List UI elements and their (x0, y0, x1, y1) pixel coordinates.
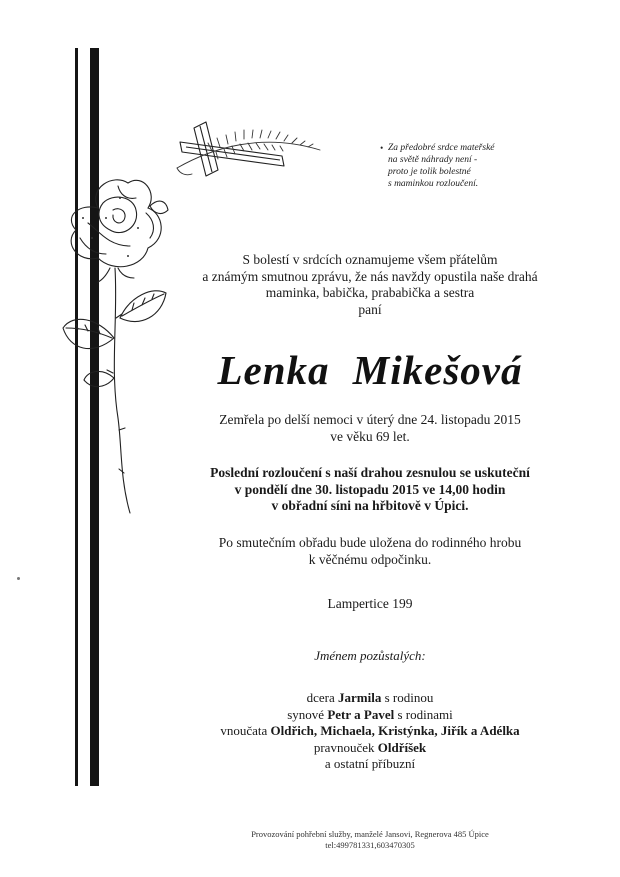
farewell-line: v obřadní síni na hřbitově v Úpici. (271, 498, 469, 513)
burial-line: Po smutečním obřadu bude uložena do rodinného hrobu (218, 535, 522, 550)
announcement (140, 252, 600, 318)
burial-info (140, 535, 600, 568)
quote-line: Za předobré srdce mateřské (388, 143, 495, 153)
death-info-line: Zemřela po delší nemoci v úterý dne 24. listopadu 2015 (219, 412, 521, 427)
family-line-daughter: dcera Jarmila s rodinou (306, 690, 434, 705)
family-line-relatives: a ostatní příbuzní (324, 756, 416, 771)
farewell-line: Poslední rozloučení s naší drahou zesnulou se uskuteční (210, 465, 530, 480)
farewell-info (140, 465, 600, 515)
death-info-line: ve věku 69 let. (330, 428, 410, 444)
family-address: Lampertice 199 (327, 596, 413, 611)
quote-line: na světě náhrady není - (388, 155, 478, 165)
quote-line: s maminkou rozloučení. (388, 179, 479, 189)
family-line-sons: synové Petr a Pavel s rodinami (287, 706, 453, 722)
funeral-service-footer (140, 829, 600, 851)
footer-line: tel:499781331,603470305 (325, 840, 415, 850)
announcement-line: S bolestí v srdcích oznamujeme všem přátelům (242, 252, 498, 267)
family-line-grandchildren: vnoučata Oldřich, Michaela, Kristýnka, Jiřík a Adélka (220, 723, 520, 738)
memorial-quote (380, 142, 508, 190)
burial-line: k věčnému odpočinku. (308, 551, 432, 567)
family-list (140, 690, 600, 773)
farewell-line: v pondělí dne 30. listopadu 2015 ve 14,00 hodin (234, 481, 506, 497)
death-info (140, 412, 600, 445)
deceased-name: Lenka Mikešová (217, 347, 523, 393)
footer-line: Provozování pohřební služby, manželé Jansovi, Regnerova 485 Úpice (251, 829, 489, 839)
announcement-line: maminka, babička, prababička a sestra (265, 285, 475, 300)
quote-line: proto je tolik bolestné (388, 167, 471, 177)
announcement-line: a známým smutnou zprávu, že nás navždy opustila naše drahá (202, 268, 538, 284)
on-behalf-heading: Jménem pozůstalých: (314, 648, 426, 663)
cross-icon (172, 118, 322, 180)
announcement-line: paní (358, 301, 382, 317)
scan-speck (17, 577, 20, 580)
quote-bullet-icon: • (380, 143, 384, 153)
family-line-great-grandson: pravnouček Oldříšek (313, 739, 427, 755)
